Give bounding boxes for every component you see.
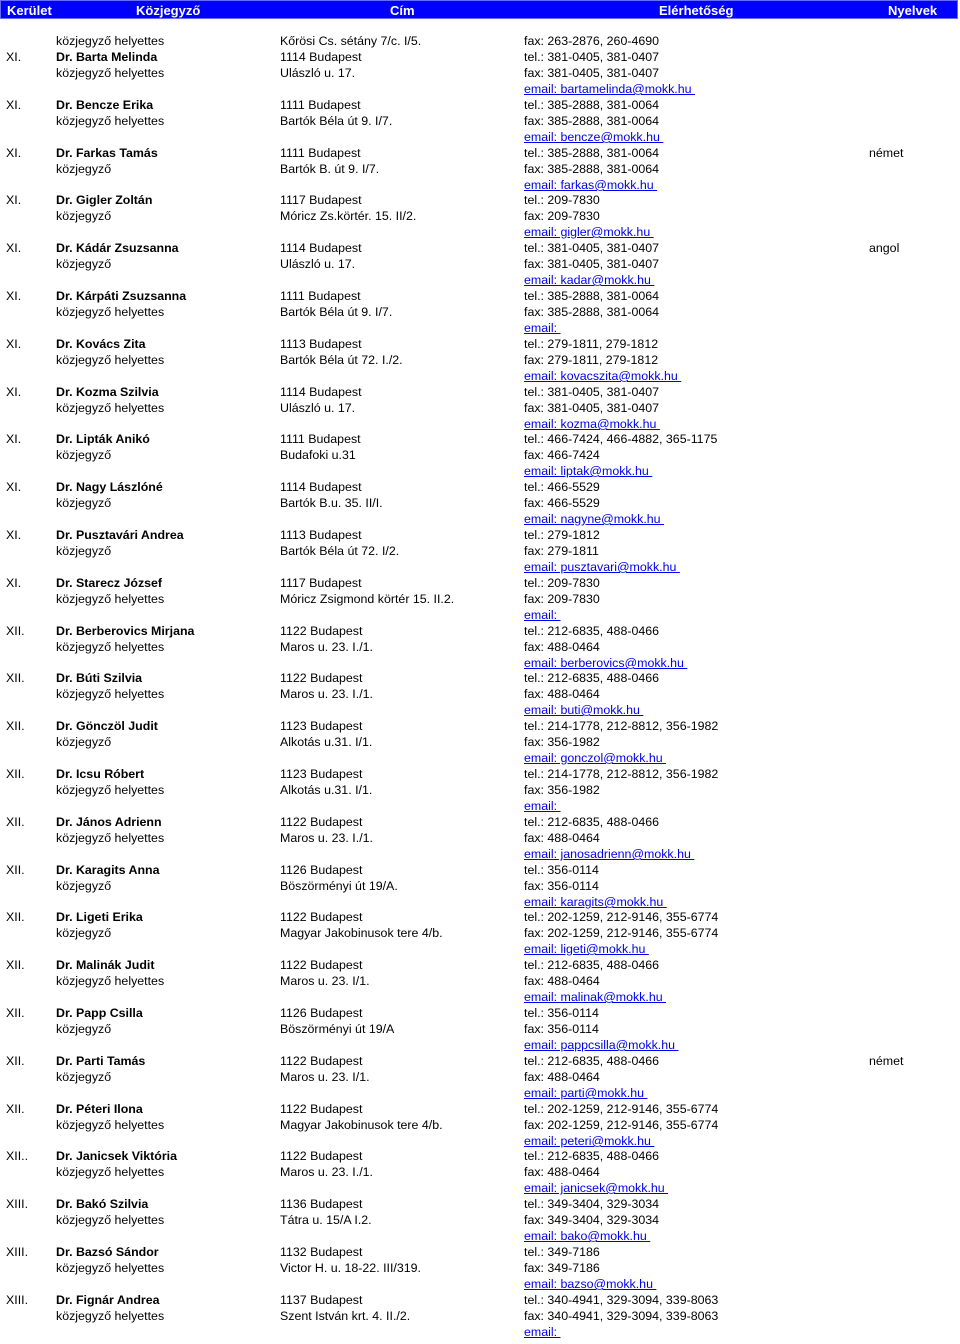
contact-fax: fax: 385-2888, 381-0064 bbox=[524, 162, 660, 176]
notary-name: Dr. Lipták Anikó bbox=[56, 432, 150, 446]
address-street: Alkotás u.31. I/1. bbox=[280, 735, 373, 749]
contact-fax: fax: 209-7830 bbox=[524, 592, 600, 606]
notary-role: közjegyző helyettes bbox=[56, 1309, 165, 1323]
notary-role: közjegyző bbox=[56, 162, 112, 176]
address-street: Bartók Béla út 72. I./2. bbox=[280, 353, 403, 367]
notary-name: Dr. Papp Csilla bbox=[56, 1006, 143, 1020]
address-city: 1114 Budapest bbox=[280, 241, 362, 255]
address-city: 1122 Budapest bbox=[280, 910, 363, 924]
notary-name: Dr. Karagits Anna bbox=[56, 863, 160, 877]
address-city: 1122 Budapest bbox=[280, 1149, 363, 1163]
contact-tel: tel.: 202-1259, 212-9146, 355-6774 bbox=[524, 910, 719, 924]
notary-role: közjegyző helyettes bbox=[56, 687, 165, 701]
contact-tel: tel.: 212-6835, 488-0466 bbox=[524, 1054, 660, 1068]
email-link[interactable]: email: pappcsilla@mokk.hu bbox=[524, 1038, 679, 1052]
notary-role: közjegyző helyettes bbox=[56, 640, 165, 654]
contact-fax: fax: 381-0405, 381-0407 bbox=[524, 257, 660, 271]
address-street: Alkotás u.31. I/1. bbox=[280, 783, 373, 797]
notary-name: Dr. Starecz József bbox=[56, 576, 163, 590]
notary-role: közjegyző bbox=[56, 448, 112, 462]
district-cell: XII. bbox=[6, 671, 25, 685]
address-city: 1113 Budapest bbox=[280, 337, 362, 351]
notary-name: Dr. Kádár Zsuzsanna bbox=[56, 241, 179, 255]
email-link[interactable]: email: peteri@mokk.hu bbox=[524, 1134, 655, 1148]
email-link[interactable]: email: janosadrienn@mokk.hu bbox=[524, 847, 695, 861]
email-link[interactable]: email: bako@mokk.hu bbox=[524, 1229, 651, 1243]
email-link[interactable]: email: bartamelinda@mokk.hu bbox=[524, 82, 695, 96]
notary-role: közjegyző helyettes bbox=[56, 974, 165, 988]
notary-role: közjegyző bbox=[56, 1022, 112, 1036]
contact-tel: tel.: 214-1778, 212-8812, 356-1982 bbox=[524, 767, 719, 781]
district-cell: XI. bbox=[6, 146, 22, 160]
notary-role: közjegyző bbox=[56, 1070, 112, 1084]
notary-name: Dr. Ligeti Erika bbox=[56, 910, 143, 924]
district-cell: XII. bbox=[6, 863, 25, 877]
contact-fax: fax: 488-0464 bbox=[524, 1165, 600, 1179]
district-cell: XIII. bbox=[6, 1293, 29, 1307]
contact-tel: tel.: 385-2888, 381-0064 bbox=[524, 98, 660, 112]
contact-tel: tel.: 340-4941, 329-3094, 339-8063 bbox=[524, 1293, 719, 1307]
address-street: Tátra u. 15/A I.2. bbox=[280, 1213, 372, 1227]
notary-role: közjegyző helyettes bbox=[56, 353, 165, 367]
notary-role: közjegyző bbox=[56, 257, 112, 271]
district-cell: XII. bbox=[6, 958, 25, 972]
contact-tel: tel.: 385-2888, 381-0064 bbox=[524, 146, 660, 160]
address-street: Victor H. u. 18-22. III/319. bbox=[280, 1261, 421, 1275]
email-link[interactable]: email: pusztavari@mokk.hu bbox=[524, 560, 680, 574]
notary-name: Dr. Kovács Zita bbox=[56, 337, 146, 351]
district-cell: XI. bbox=[6, 50, 22, 64]
contact-fax: fax: 356-0114 bbox=[524, 879, 599, 893]
language-cell: angol bbox=[869, 241, 900, 255]
address-street: Magyar Jakobinusok tere 4/b. bbox=[280, 926, 443, 940]
contact-fax: fax: 202-1259, 212-9146, 355-6774 bbox=[524, 926, 719, 940]
district-cell: XII. bbox=[6, 624, 25, 638]
notary-name: Dr. Farkas Tamás bbox=[56, 146, 158, 160]
notary-role: közjegyző helyettes bbox=[56, 401, 165, 415]
district-cell: XI. bbox=[6, 432, 22, 446]
address-city: 1126 Budapest bbox=[280, 863, 363, 877]
contact-fax: fax: 466-5529 bbox=[524, 496, 600, 510]
district-cell: XI. bbox=[6, 193, 22, 207]
email-link[interactable]: email: berberovics@mokk.hu bbox=[524, 656, 688, 670]
address-street: Maros u. 23. I./1. bbox=[280, 640, 373, 654]
email-link[interactable]: email: kozma@mokk.hu bbox=[524, 417, 660, 431]
address-street: Budafoki u.31 bbox=[280, 448, 356, 462]
notary-role: közjegyző helyettes bbox=[56, 592, 165, 606]
address-city: 1111 Budapest bbox=[280, 98, 361, 112]
address-street: Bartók B.u. 35. II/I. bbox=[280, 496, 383, 510]
address-city: 1122 Budapest bbox=[280, 624, 363, 638]
district-cell: XII. bbox=[6, 1102, 25, 1116]
address-city: 1111 Budapest bbox=[280, 289, 361, 303]
header-languages: Nyelvek bbox=[888, 3, 938, 18]
notary-name: Dr. Parti Tamás bbox=[56, 1054, 146, 1068]
address-city: 1126 Budapest bbox=[280, 1006, 363, 1020]
district-cell: XI. bbox=[6, 289, 22, 303]
email-link[interactable]: email: nagyne@mokk.hu bbox=[524, 512, 664, 526]
notary-role: közjegyző bbox=[56, 879, 112, 893]
address-city: 1111 Budapest bbox=[280, 432, 361, 446]
contact-tel: tel.: 209-7830 bbox=[524, 193, 600, 207]
address-city: 1123 Budapest bbox=[280, 719, 363, 733]
contact-tel: tel.: 349-3404, 329-3034 bbox=[524, 1197, 660, 1211]
contact-tel: tel.: 279-1811, 279-1812 bbox=[524, 337, 659, 351]
notary-role: közjegyző bbox=[56, 926, 112, 940]
notary-name: Dr. Icsu Róbert bbox=[56, 767, 145, 781]
district-cell: XII.. bbox=[6, 1149, 29, 1163]
contact-fax: fax: 202-1259, 212-9146, 355-6774 bbox=[524, 1118, 719, 1132]
contact-fax: fax: 279-1811, 279-1812 bbox=[524, 353, 659, 367]
address-city: 1137 Budapest bbox=[280, 1293, 363, 1307]
address-city: 1117 Budapest bbox=[280, 576, 362, 590]
notary-role: közjegyző helyettes bbox=[56, 1118, 165, 1132]
address-street: Bartók Béla út 72. I/2. bbox=[280, 544, 400, 558]
contact-fax: fax: 488-0464 bbox=[524, 831, 600, 845]
contact-fax: fax: 356-0114 bbox=[524, 1022, 599, 1036]
contact-tel: tel.: 212-6835, 488-0466 bbox=[524, 1149, 660, 1163]
contact-fax: fax: 385-2888, 381-0064 bbox=[524, 305, 660, 319]
district-cell: XI. bbox=[6, 385, 22, 399]
contact-tel: tel.: 356-0114 bbox=[524, 863, 599, 877]
address-street: Móricz Zsigmond körtér 15. II.2. bbox=[280, 592, 455, 606]
notary-name: Dr. Bakó Szilvia bbox=[56, 1197, 149, 1211]
address-city: 1132 Budapest bbox=[280, 1245, 363, 1259]
email-link[interactable]: email: bbox=[524, 321, 561, 335]
notary-role: közjegyző bbox=[56, 544, 112, 558]
contact-fax: fax: 488-0464 bbox=[524, 640, 600, 654]
first-row-role: közjegyző helyettes bbox=[56, 34, 165, 48]
contact-fax: fax: 381-0405, 381-0407 bbox=[524, 66, 660, 80]
address-street: Ulászló u. 17. bbox=[280, 257, 356, 271]
notary-name: Dr. Kozma Szilvia bbox=[56, 385, 159, 399]
address-city: 1122 Budapest bbox=[280, 671, 363, 685]
notary-name: Dr. Barta Melinda bbox=[56, 50, 158, 64]
email-link[interactable]: email: parti@mokk.hu bbox=[524, 1086, 648, 1100]
contact-fax: fax: 466-7424 bbox=[524, 448, 600, 462]
email-link[interactable]: email: kovacszita@mokk.hu bbox=[524, 369, 682, 383]
address-street: Bartók Béla út 9. I/7. bbox=[280, 114, 393, 128]
contact-fax: fax: 488-0464 bbox=[524, 974, 600, 988]
contact-tel: tel.: 212-6835, 488-0466 bbox=[524, 958, 660, 972]
email-link[interactable]: email: gonczol@mokk.hu bbox=[524, 751, 667, 765]
table-header bbox=[0, 0, 958, 19]
address-street: Ulászló u. 17. bbox=[280, 401, 356, 415]
contact-fax: fax: 340-4941, 329-3094, 339-8063 bbox=[524, 1309, 719, 1323]
contact-fax: fax: 279-1811 bbox=[524, 544, 599, 558]
address-city: 1113 Budapest bbox=[280, 528, 362, 542]
notary-name: Dr. Janicsek Viktória bbox=[56, 1149, 177, 1163]
notary-name: Dr. Gönczöl Judit bbox=[56, 719, 158, 733]
email-link[interactable]: email: janicsek@mokk.hu bbox=[524, 1181, 669, 1195]
address-city: 1122 Budapest bbox=[280, 958, 363, 972]
district-cell: XII. bbox=[6, 767, 25, 781]
address-street: Bartók B. út 9. I/7. bbox=[280, 162, 380, 176]
contact-fax: fax: 356-1982 bbox=[524, 735, 600, 749]
address-street: Maros u. 23. I/1. bbox=[280, 1070, 370, 1084]
contact-tel: tel.: 466-7424, 466-4882, 365-1175 bbox=[524, 432, 718, 446]
notary-role: közjegyző helyettes bbox=[56, 831, 165, 845]
district-cell: XI. bbox=[6, 98, 22, 112]
address-city: 1114 Budapest bbox=[280, 385, 362, 399]
notary-name: Dr. Péteri Ilona bbox=[56, 1102, 143, 1116]
address-street: Maros u. 23. I/1. bbox=[280, 974, 370, 988]
notary-name: Dr. Búti Szilvia bbox=[56, 671, 143, 685]
district-cell: XII. bbox=[6, 1006, 25, 1020]
email-link[interactable]: email: gigler@mokk.hu bbox=[524, 225, 654, 239]
district-cell: XI. bbox=[6, 576, 22, 590]
district-cell: XII. bbox=[6, 815, 25, 829]
notary-name: Dr. Kárpáti Zsuzsanna bbox=[56, 289, 187, 303]
address-city: 1122 Budapest bbox=[280, 1102, 363, 1116]
address-street: Bartók Béla út 9. I/7. bbox=[280, 305, 393, 319]
notary-name: Dr. Fignár Andrea bbox=[56, 1293, 160, 1307]
notary-name: Dr. Berberovics Mirjana bbox=[56, 624, 195, 638]
email-link[interactable]: email: bbox=[524, 1325, 561, 1339]
header-district: Kerület bbox=[7, 3, 52, 18]
first-row-address: Kőrösi Cs. sétány 7/c. I/5. bbox=[280, 34, 422, 48]
contact-fax: fax: 349-7186 bbox=[524, 1261, 600, 1275]
notary-role: közjegyző helyettes bbox=[56, 1261, 165, 1275]
email-link[interactable]: email: ligeti@mokk.hu bbox=[524, 942, 649, 956]
email-link[interactable]: email: farkas@mokk.hu bbox=[524, 178, 658, 192]
notary-name: Dr. Pusztavári Andrea bbox=[56, 528, 184, 542]
email-link[interactable]: email: kadar@mokk.hu bbox=[524, 273, 655, 287]
address-city: 1122 Budapest bbox=[280, 815, 363, 829]
notary-name: Dr. Gigler Zoltán bbox=[56, 193, 153, 207]
notary-role: közjegyző bbox=[56, 496, 112, 510]
address-street: Maros u. 23. I./1. bbox=[280, 831, 373, 845]
contact-tel: tel.: 212-6835, 488-0466 bbox=[524, 624, 660, 638]
address-street: Ulászló u. 17. bbox=[280, 66, 356, 80]
address-city: 1114 Budapest bbox=[280, 480, 362, 494]
address-street: Böszörményi út 19/A. bbox=[280, 879, 398, 893]
email-link[interactable]: email: karagits@mokk.hu bbox=[524, 895, 667, 909]
notary-name: Dr. János Adrienn bbox=[56, 815, 162, 829]
notary-role: közjegyző helyettes bbox=[56, 114, 165, 128]
address-street: Szent István krt. 4. II./2. bbox=[280, 1309, 411, 1323]
notary-role: közjegyző helyettes bbox=[56, 1213, 165, 1227]
notary-name: Dr. Bencze Erika bbox=[56, 98, 154, 112]
email-link[interactable]: email: bencze@mokk.hu bbox=[524, 130, 664, 144]
email-link[interactable]: email: liptak@mokk.hu bbox=[524, 464, 653, 478]
address-street: Maros u. 23. I./1. bbox=[280, 1165, 373, 1179]
contact-tel: tel.: 202-1259, 212-9146, 355-6774 bbox=[524, 1102, 719, 1116]
notary-role: közjegyző helyettes bbox=[56, 305, 165, 319]
email-link[interactable]: email: bbox=[524, 799, 561, 813]
district-cell: XII. bbox=[6, 910, 25, 924]
district-cell: XII. bbox=[6, 1054, 25, 1068]
address-city: 1123 Budapest bbox=[280, 767, 363, 781]
language-cell: német bbox=[869, 146, 904, 160]
contact-tel: tel.: 279-1812 bbox=[524, 528, 600, 542]
contact-fax: fax: 385-2888, 381-0064 bbox=[524, 114, 660, 128]
notary-name: Dr. Malinák Judit bbox=[56, 958, 155, 972]
address-city: 1111 Budapest bbox=[280, 146, 361, 160]
first-row-fax: fax: 263-2876, 260-4690 bbox=[524, 34, 660, 48]
district-cell: XIII. bbox=[6, 1197, 29, 1211]
notary-role: közjegyző helyettes bbox=[56, 783, 165, 797]
contact-tel: tel.: 381-0405, 381-0407 bbox=[524, 385, 660, 399]
contact-fax: fax: 209-7830 bbox=[524, 209, 600, 223]
contact-fax: fax: 488-0464 bbox=[524, 687, 600, 701]
contact-fax: fax: 381-0405, 381-0407 bbox=[524, 401, 660, 415]
email-link[interactable]: email: buti@mokk.hu bbox=[524, 703, 644, 717]
address-street: Maros u. 23. I./1. bbox=[280, 687, 373, 701]
header-address: Cím bbox=[390, 3, 415, 18]
address-street: Móricz Zs.körtér. 15. II/2. bbox=[280, 209, 417, 223]
address-city: 1136 Budapest bbox=[280, 1197, 363, 1211]
contact-tel: tel.: 385-2888, 381-0064 bbox=[524, 289, 660, 303]
notary-name: Dr. Nagy Lászlóné bbox=[56, 480, 163, 494]
district-cell: XI. bbox=[6, 337, 22, 351]
district-cell: XI. bbox=[6, 480, 22, 494]
email-link[interactable]: email: malinak@mokk.hu bbox=[524, 990, 667, 1004]
contact-tel: tel.: 349-7186 bbox=[524, 1245, 600, 1259]
contact-tel: tel.: 212-6835, 488-0466 bbox=[524, 815, 660, 829]
notary-role: közjegyző bbox=[56, 209, 112, 223]
email-link[interactable]: email: bbox=[524, 608, 561, 622]
contact-tel: tel.: 466-5529 bbox=[524, 480, 600, 494]
district-cell: XII. bbox=[6, 719, 25, 733]
address-street: Magyar Jakobinusok tere 4/b. bbox=[280, 1118, 443, 1132]
contact-tel: tel.: 212-6835, 488-0466 bbox=[524, 671, 660, 685]
notary-role: közjegyző helyettes bbox=[56, 66, 165, 80]
district-cell: XI. bbox=[6, 241, 22, 255]
email-link[interactable]: email: bazso@mokk.hu bbox=[524, 1277, 657, 1291]
contact-fax: fax: 349-3404, 329-3034 bbox=[524, 1213, 660, 1227]
contact-tel: tel.: 214-1778, 212-8812, 356-1982 bbox=[524, 719, 719, 733]
contact-tel: tel.: 209-7830 bbox=[524, 576, 600, 590]
header-contact: Elérhetőség bbox=[659, 3, 734, 18]
address-city: 1117 Budapest bbox=[280, 193, 362, 207]
address-city: 1122 Budapest bbox=[280, 1054, 363, 1068]
district-cell: XIII. bbox=[6, 1245, 29, 1259]
address-street: Böszörményi út 19/A bbox=[280, 1022, 395, 1036]
district-cell: XI. bbox=[6, 528, 22, 542]
notary-role: közjegyző helyettes bbox=[56, 1165, 165, 1179]
contact-tel: tel.: 381-0405, 381-0407 bbox=[524, 241, 660, 255]
language-cell: német bbox=[869, 1054, 904, 1068]
address-city: 1114 Budapest bbox=[280, 50, 362, 64]
contact-fax: fax: 356-1982 bbox=[524, 783, 600, 797]
contact-tel: tel.: 381-0405, 381-0407 bbox=[524, 50, 660, 64]
notary-name: Dr. Bazsó Sándor bbox=[56, 1245, 159, 1259]
contact-fax: fax: 488-0464 bbox=[524, 1070, 600, 1084]
contact-tel: tel.: 356-0114 bbox=[524, 1006, 599, 1020]
header-notary: Közjegyző bbox=[136, 3, 201, 18]
notary-role: közjegyző bbox=[56, 735, 112, 749]
